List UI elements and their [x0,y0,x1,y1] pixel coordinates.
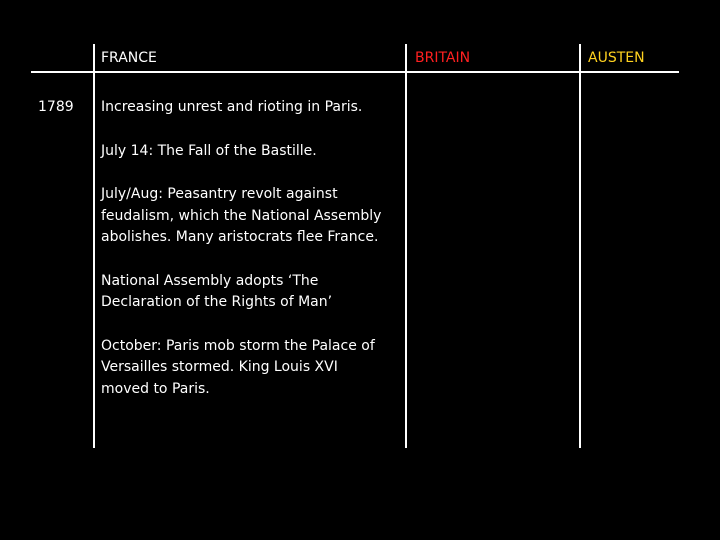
header-france: FRANCE [101,50,157,66]
column-divider-year-france [93,44,95,448]
france-event: National Assembly adopts ‘The Declaration of the Rights of Man’ [101,272,333,310]
france-event: July/Aug: Peasantry revolt against feudalism, which the National Assembly abolishes. Many aristocrats flee France. [101,186,382,245]
france-event: Increasing unrest and rioting in Paris. [101,99,363,115]
france-events-list [101,97,403,422]
france-event: October: Paris mob storm the Palace of Versailles stormed. King Louis XVI moved to Paris. [101,337,375,397]
header-britain: BRITAIN [415,50,471,66]
column-divider-france-britain [405,44,407,448]
header-divider [31,71,679,73]
header-austen: AUSTEN [588,50,645,66]
france-event: July 14: The Fall of the Bastille. [101,142,317,159]
column-divider-britain-austen [579,44,581,448]
year-cell: 1789 [38,99,74,115]
